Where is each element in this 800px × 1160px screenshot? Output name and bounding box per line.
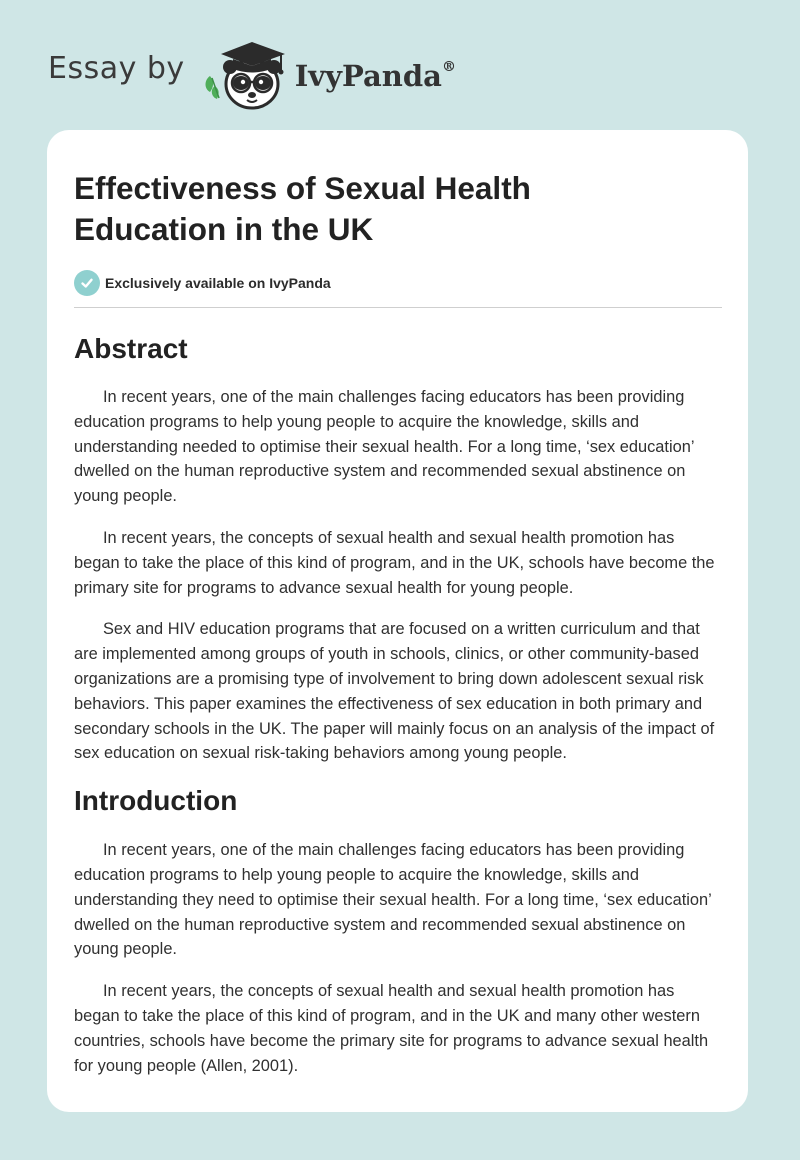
section-heading-abstract: Abstract bbox=[74, 333, 188, 364]
exclusive-badge-text: Exclusively available on IvyPanda bbox=[105, 275, 331, 291]
paragraph: In recent years, the concepts of sexual health and sexual health promotion has began to take the place of this kind of program, and in the UK and many other western countries, schools have become the primary site for programs to advance sexual health for young people (Allen, 2001). bbox=[74, 982, 709, 1075]
paragraph: In recent years, one of the main challenges facing educators has been providing education programs to help young people to acquire the knowledge, skills and understanding needed to optimise their sexual health. For a long time, ‘sex education’ dwelled on the human reproductive system and recommended sexual abstinence on young people. bbox=[74, 388, 694, 506]
paragraph: Sex and HIV education programs that are focused on a written curriculum and that are implemented among groups of youth in schools, clinics, or other community-based organizations are a promising type of involvement to bring down adolescent sexual risk behaviors. This paper examines the effectiveness of sex education in both primary and secondary schools in the UK. The paper will mainly focus on an analysis of the impact of sex education on sexual risk-taking behaviors among young people. bbox=[74, 620, 715, 763]
paragraph: In recent years, the concepts of sexual health and sexual health promotion has began to take the place of this kind of program, and in the UK, schools have become the primary site for programs to advance sexual health for young people. bbox=[74, 528, 715, 597]
check-icon bbox=[74, 270, 100, 296]
essay-title: Effectiveness of Sexual Health Education in the UK bbox=[74, 170, 531, 247]
essay-card bbox=[47, 130, 748, 1112]
brand-name: IvyPanda® bbox=[294, 59, 456, 93]
section-heading-introduction: Introduction bbox=[74, 785, 238, 817]
brand-prefix: Essay by bbox=[48, 50, 185, 86]
panda-graduate-logo-icon bbox=[201, 36, 293, 112]
introduction-section bbox=[74, 784, 722, 1078]
registered-mark: ® bbox=[441, 59, 456, 76]
paragraph: In recent years, one of the main challenges facing educators has been providing education programs to help young people to acquire the knowledge, skills and understanding they need to optimise their sexual health. For a long time, ‘sex education’ dwelled on the human reproductive system and recommended sexual abstinence on young people. bbox=[74, 841, 712, 959]
exclusive-badge bbox=[74, 270, 722, 296]
abstract-section bbox=[74, 332, 722, 766]
brand-header bbox=[48, 34, 456, 114]
title-divider bbox=[74, 307, 722, 308]
